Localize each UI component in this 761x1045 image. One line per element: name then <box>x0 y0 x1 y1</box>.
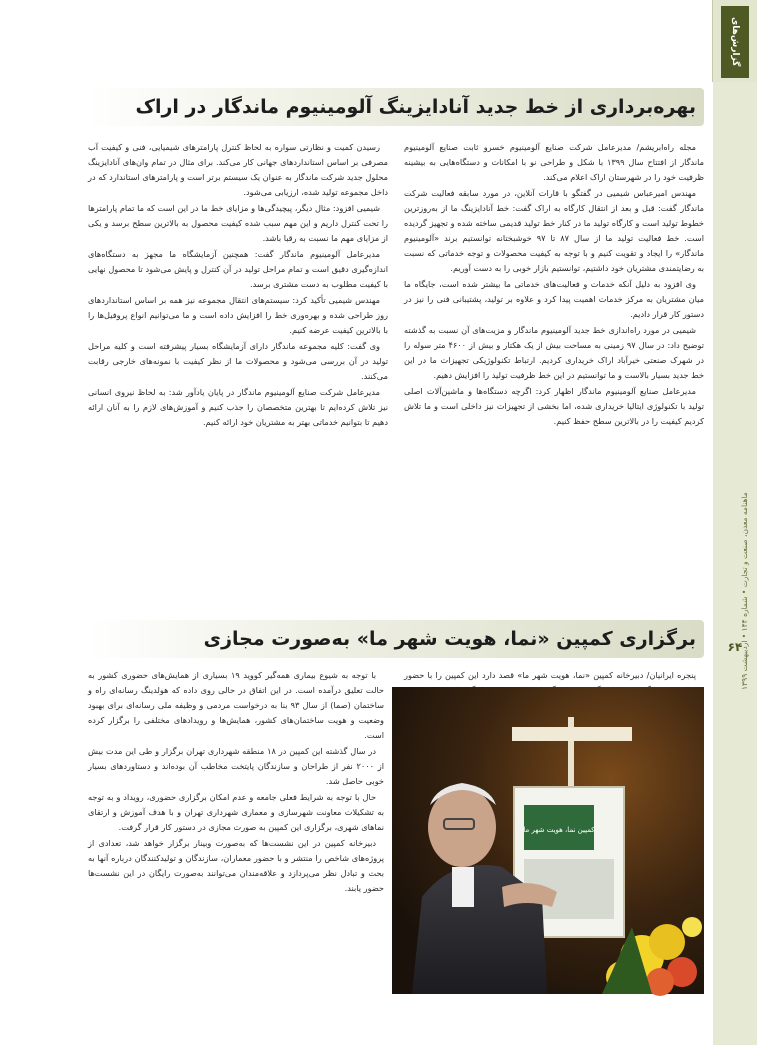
paragraph: شیمیی در مورد راه‌اندازی خط جدید آلومینیوم ماندگار و مزیت‌های آن نسبت به گذشته توضیح داد: در سال ۹۷ زمینی به مساحت بیش از یک هکتار و بیش از ۴۶۰۰ متر سوله را در شهرک صنعتی خیرآباد اراک خریداری کردیم. ارتباط تکنولوژیکی تجهیزات ما در این خط جدید بسیار بالاست و ما توانستیم در این خط ظرفیت تولید را افزایش دهیم. <box>404 325 705 380</box>
event-photo <box>392 687 704 994</box>
side-caption: ماهنامه معدن، صنعت و تجارت • شماره ۱۴۴ • اردیبهشت ۱۳۹۹ <box>740 492 749 690</box>
easel-top-bar <box>512 727 632 741</box>
paragraph: مدیرعامل آلومینیوم ماندگار گفت: همچنین آزمایشگاه ما مجهز به دستگاه‌های اندازه‌گیری دقیق است و تمام مراحل تولید در آن کنترل و پایش می‌شود تا محصول نهایی با کیفیت مطلوب به دست مشتری برسد. <box>88 249 388 289</box>
section-tab-label: گزارش‌های ویژه <box>721 6 749 78</box>
article1-headline: بهره‌برداری از خط جدید آنادایزینگ آلومینیوم ماندگار در اراک <box>135 96 696 118</box>
article2-headline-bar <box>86 620 704 658</box>
paragraph: با توجه به شیوع بیماری همه‌گیر کووید ۱۹ بسیاری از همایش‌های حضوری کشور به حالت تعلیق درآمده است. در این اتفاق در حالی روی داده که هولدینگ رسانه‌ای راه و ساختمان (صما) از سال ۹۳ بنا به درخواست مردمی و وظیفه ملی رسانه‌ای برای بهبود وضعیت و هویت ساختمان‌های کشور، همایش‌ها و رویدادهای مختلفی را برگزار کرده است. <box>88 670 385 740</box>
page-number: ۶۴ <box>727 640 743 654</box>
paragraph: مجله راه‌ابریشم/ مدیرعامل شرکت صنایع آلومینیوم خسرو ثابت صنایع آلومینیوم ماندگار از افتتاح سال ۱۳۹۹ با شکل و طراحی نو با امکانات و دستگاه‌هایی به بیشینه ظرفیت خود را در شهرستان اراک اعلام می‌کند. <box>404 142 704 182</box>
article1-headline-bar <box>86 88 704 126</box>
paragraph: شیمیی افزود: مثال دیگر، پیچیدگی‌ها و مزایای خط ما در این است که ما تمام پارامترها را تحت کنترل داریم و این مهم سبب شده کیفیت محصول به بالاترین سطح برسد و یکی از مزایای مهم ما نسبت به رقبا باشد. <box>88 203 388 243</box>
paragraph: دبیرخانه کمپین در این نشست‌ها که به‌صورت وبینار برگزار خواهد شد، تعدادی از پروژه‌های شاخص را منتشر و با حضور معماران، سازندگان و تولیدکنندگان درباره آنها به بحث و تبادل نظر می‌پردازد و علاقه‌مندان می‌توانند به‌صورت رایگان در این نشست‌ها حضور یابند. <box>88 838 384 893</box>
paragraph: مهندس امیرعباس شیمیی در گفتگو با قارات آنلاین، در مورد سابقه فعالیت شرکت ماندگار گفت: قبل و بعد از انتقال کارگاه به اراک گفت: خط آنادایزینگ ما از به‌روزترین خطوط تولید است و کارگاه تولید ما در کنار خط تولید قدیمی ساخته شده و تجهیز گردیده است. خط فعالیت تولید ما از سال ۸۷ تا ۹۷ خوشبختانه توانستیم برند «آلومینیوم ماندگار» را ایجاد و تقویت کنیم و با توجه به کیفیت محصولات و توجه خدماتی که نسبت به رضایتمندی مشتریان خود داشتیم، توانستیم بازار خوبی را به دست آوریم. <box>404 188 705 273</box>
easel-sign-text: کمپین نما، هویت شهر ما <box>523 826 595 834</box>
paragraph: وی گفت: کلیه مجموعه ماندگار دارای آزمایشگاه بسیار پیشرفته است و کلیه مراحل تولید در آن بررسی می‌شود و محصولات ما از نظر کیفیت با نمونه‌های خارجی رقابت می‌کنند. <box>88 341 388 381</box>
paragraph: وی افزود به دلیل آنکه خدمات و فعالیت‌های خدماتی ما بیشتر شده است، جایگاه ما میان مشتریان به مرکز خدمات اهمیت پیدا کرد و علاوه بر تولید، پشتیبانی فنی را نیز در دستور کار قرار دادیم. <box>404 279 704 319</box>
article2-headline: برگزاری کمپین «نما، هویت شهر ما» به‌صورت مجازی <box>203 628 696 650</box>
section-tab <box>702 0 757 82</box>
paragraph: در سال گذشته این کمپین در ۱۸ منطقه شهرداری تهران برگزار و طی این مدت بیش از ۲۰۰۰ نفر از طراحان و سازندگان پایتخت مخاطب آن بوده‌اند و دستاوردهای بسیار خوبی حاصل شد. <box>88 746 384 786</box>
event-photo-illustration <box>392 687 704 994</box>
paragraph: مدیرعامل شرکت صنایع آلومینیوم ماندگار در پایان یادآور شد: به لحاظ نیروی انسانی نیز تلاش کرده‌ایم تا بهترین متخصصان را جذب کنیم و آموزش‌های لازم را به آنان ارائه دهیم تا بتوانیم خدماتی بهتر به مشتریان خود ارائه کنیم. <box>88 387 388 427</box>
paragraph: مدیرعامل صنایع آلومینیوم ماندگار اظهار کرد: اگرچه دستگاه‌ها و ماشین‌آلات اصلی تولید با تکنولوژی ایتالیا خریداری شده، اما بخشی از تجهیزات نیز داخلی است و ما تلاش کردیم کیفیت را در بالاترین سطح حفظ کنیم. <box>404 386 704 426</box>
paragraph: رسیدن کمیت و نظارتی سواره به لحاظ کنترل پارامترهای شیمیایی، فنی و کیفیت آب مصرفی بر اساس استانداردهای جهانی کار می‌کند. برای مثال در تمام وان‌های آنادایزینگ محلول جدید شرکت ماندگار به عنوان یک سیستم برتر است و پارامترهای استاندارد که در داخل مجموعه تولید شده، ارزیابی می‌شود. <box>88 142 388 197</box>
paragraph: مهندس شیمیی تأکید کرد: سیستم‌های انتقال مجموعه نیز همه بر اساس استانداردهای روز طراحی شده و بهره‌وری خط را افزایش داده است و ما می‌توانیم انواع پروفیل‌ها را با بالاترین کیفیت عرضه کنیم. <box>88 295 388 335</box>
article2-column-right <box>404 668 704 688</box>
side-strip <box>713 82 757 1045</box>
article1-column-right <box>404 140 704 610</box>
article1-column-left <box>88 140 388 610</box>
paragraph: پنجره ایرانیان/ دبیرخانه کمپین «نما، هویت شهر ما» قصد دارد این کمپین را با حضور <box>404 670 696 680</box>
paragraph: حال با توجه به شرایط فعلی جامعه و عدم امکان برگزاری حضوری، رویداد و به توجه به تشکیلات معاونت شهرسازی و معماری شهرداری تهران و با هدف آموزش و ارتقای نماهای شهری، برگزاری این کمپین به صورت مجازی در دستور کار قرار گرفت. <box>88 792 384 832</box>
article2-column-left <box>88 668 384 998</box>
